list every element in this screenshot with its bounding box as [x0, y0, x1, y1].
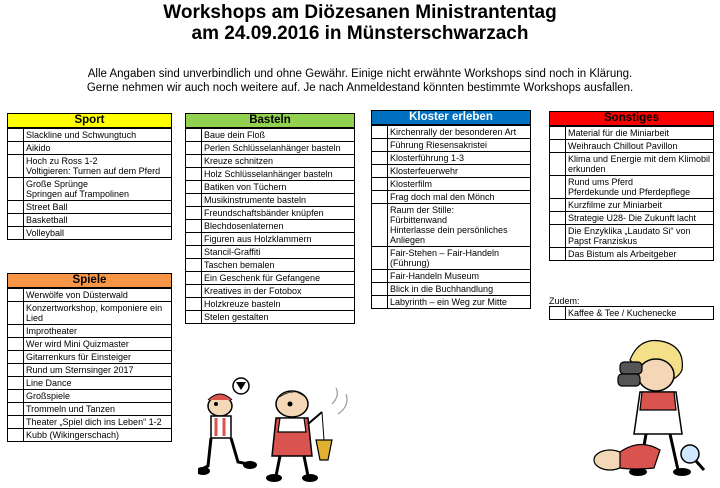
- checkbox-cell: [8, 338, 24, 351]
- checkbox-cell: [186, 207, 202, 220]
- basteln-item-label: Holz Schlüsselanhänger basteln: [202, 168, 355, 181]
- sonstiges-item-row: [550, 140, 714, 153]
- spiele-item-row: [8, 364, 172, 377]
- checkbox-cell: [186, 298, 202, 311]
- basteln-item-row: [186, 129, 355, 142]
- kloster-item-label: Fair-Stehen – Fair-Handeln (Führung): [388, 247, 531, 270]
- page-subtitle: am 24.09.2016 in Münsterschwarzach: [191, 23, 529, 44]
- basteln-item-label: Stancil-Graffiti: [202, 246, 355, 259]
- checkbox-cell: [372, 178, 388, 191]
- zudem-label: Zudem:: [549, 296, 580, 306]
- spiele-item-label: Trommeln und Tanzen: [24, 403, 172, 416]
- sonstiges-header: Sonstiges: [549, 111, 714, 126]
- sonstiges-item-row: [550, 176, 714, 199]
- checkbox-cell: [550, 127, 566, 140]
- basteln-item-row: [186, 246, 355, 259]
- basteln-item-row: [186, 220, 355, 233]
- basteln-item-label: Freundschaftsbänder knüpfen: [202, 207, 355, 220]
- checkbox-cell: [8, 403, 24, 416]
- checkbox-cell: [8, 302, 24, 325]
- checkbox-cell: [186, 194, 202, 207]
- page-title: Workshops am Diözesanen Ministrantentag: [163, 2, 557, 23]
- spiele-table: [7, 288, 172, 442]
- sonstiges-item-row: [550, 127, 714, 140]
- spiele-item-row: [8, 377, 172, 390]
- sonstiges-item-row: [550, 199, 714, 212]
- checkbox-cell: [186, 142, 202, 155]
- sport-item-row: [8, 201, 172, 214]
- checkbox-cell: [186, 259, 202, 272]
- checkbox-cell: [186, 246, 202, 259]
- spiele-section: [7, 273, 172, 442]
- sport-item-label: Aikido: [24, 142, 172, 155]
- kloster-item-label: Raum der Stille: Fürbittenwand Hinterlasse dein persönliches Anliegen: [388, 204, 531, 247]
- checkbox-cell: [8, 155, 24, 178]
- checkbox-cell: [186, 285, 202, 298]
- spiele-item-row: [8, 302, 172, 325]
- checkbox-cell: [186, 155, 202, 168]
- kloster-item-label: Labyrinth – ein Weg zur Mitte: [388, 296, 531, 309]
- sport-item-label: Hoch zu Ross 1-2 Voltigieren: Turnen auf dem Pferd: [24, 155, 172, 178]
- sport-item-label: Street Ball: [24, 201, 172, 214]
- checkbox-cell: [372, 204, 388, 247]
- basteln-section: [185, 113, 355, 324]
- altar-server-illustration: [262, 384, 357, 484]
- basteln-item-label: Figuren aus Holzklammern: [202, 233, 355, 246]
- explorer-binoculars-illustration: [590, 330, 715, 485]
- sport-table: [7, 128, 172, 240]
- sonstiges-item-row: [550, 153, 714, 176]
- zudem-item-row: [550, 307, 714, 320]
- checkbox-cell: [8, 416, 24, 429]
- disclaimer-line-2: Gerne nehmen wir auch noch weitere auf. Je nach Anmeldestand könnten bestimmte Workshops ausfallen.: [86, 82, 634, 94]
- spiele-item-label: Kubb (Wikingerschach): [24, 429, 172, 442]
- checkbox-cell: [8, 142, 24, 155]
- checkbox-cell: [186, 220, 202, 233]
- sonstiges-item-row: [550, 212, 714, 225]
- sport-section: [7, 113, 172, 240]
- sport-item-row: [8, 214, 172, 227]
- checkbox-cell: [372, 139, 388, 152]
- sport-item-row: [8, 178, 172, 201]
- football-player-illustration: [198, 374, 258, 484]
- basteln-item-label: Batiken von Tüchern: [202, 181, 355, 194]
- checkbox-cell: [372, 283, 388, 296]
- checkbox-cell: [186, 272, 202, 285]
- kloster-item-label: Klosterfeuerwehr: [388, 165, 531, 178]
- sport-item-row: [8, 129, 172, 142]
- checkbox-cell: [372, 247, 388, 270]
- sonstiges-item-label: Weihrauch Chillout Pavillon: [566, 140, 714, 153]
- spiele-item-label: Rund um Sternsinger 2017: [24, 364, 172, 377]
- basteln-item-row: [186, 272, 355, 285]
- basteln-header: Basteln: [185, 113, 355, 128]
- basteln-item-row: [186, 259, 355, 272]
- basteln-item-label: Blechdosenlaternen: [202, 220, 355, 233]
- checkbox-cell: [372, 126, 388, 139]
- basteln-item-row: [186, 207, 355, 220]
- basteln-item-row: [186, 142, 355, 155]
- checkbox-cell: [372, 270, 388, 283]
- kloster-item-row: [372, 139, 531, 152]
- checkbox-cell: [186, 168, 202, 181]
- sport-item-label: Basketball: [24, 214, 172, 227]
- basteln-item-row: [186, 181, 355, 194]
- basteln-item-row: [186, 298, 355, 311]
- kloster-item-row: [372, 270, 531, 283]
- sport-item-row: [8, 155, 172, 178]
- checkbox-cell: [186, 233, 202, 246]
- sport-item-label: Volleyball: [24, 227, 172, 240]
- checkbox-cell: [372, 165, 388, 178]
- checkbox-cell: [550, 199, 566, 212]
- sonstiges-item-label: Material für die Miniarbeit: [566, 127, 714, 140]
- spiele-item-row: [8, 390, 172, 403]
- checkbox-cell: [550, 248, 566, 261]
- kloster-item-label: Führung Riesensakristei: [388, 139, 531, 152]
- kloster-item-row: [372, 191, 531, 204]
- spiele-item-label: Wer wird Mini Quizmaster: [24, 338, 172, 351]
- sonstiges-item-label: Rund ums Pferd Pferdekunde und Pferdepflege: [566, 176, 714, 199]
- spiele-item-row: [8, 429, 172, 442]
- basteln-item-row: [186, 233, 355, 246]
- spiele-item-label: Theater „Spiel dich ins Leben“ 1-2: [24, 416, 172, 429]
- kloster-item-label: Fair-Handeln Museum: [388, 270, 531, 283]
- checkbox-cell: [8, 390, 24, 403]
- checkbox-cell: [550, 140, 566, 153]
- sonstiges-item-row: [550, 225, 714, 248]
- spiele-item-row: [8, 403, 172, 416]
- spiele-item-label: Gitarrenkurs für Einsteiger: [24, 351, 172, 364]
- basteln-item-label: Ein Geschenk für Gefangene: [202, 272, 355, 285]
- basteln-item-row: [186, 194, 355, 207]
- basteln-item-row: [186, 285, 355, 298]
- zudem-item-label: Kaffee & Tee / Kuchenecke: [566, 307, 714, 320]
- checkbox-cell: [550, 307, 566, 320]
- checkbox-cell: [8, 429, 24, 442]
- kloster-item-row: [372, 178, 531, 191]
- checkbox-cell: [372, 152, 388, 165]
- sonstiges-item-label: Strategie U28- Die Zukunft lacht: [566, 212, 714, 225]
- checkbox-cell: [186, 129, 202, 142]
- basteln-item-row: [186, 168, 355, 181]
- sport-item-row: [8, 142, 172, 155]
- basteln-item-label: Kreatives in der Fotobox: [202, 285, 355, 298]
- basteln-item-label: Baue dein Floß: [202, 129, 355, 142]
- kloster-table: [371, 125, 531, 309]
- spiele-header: Spiele: [7, 273, 172, 288]
- spiele-item-label: Line Dance: [24, 377, 172, 390]
- spiele-item-label: Improtheater: [24, 325, 172, 338]
- zudem-table: [549, 306, 714, 320]
- spiele-item-label: Konzertworkshop, komponiere ein Lied: [24, 302, 172, 325]
- checkbox-cell: [8, 351, 24, 364]
- checkbox-cell: [550, 225, 566, 248]
- kloster-item-row: [372, 152, 531, 165]
- basteln-item-label: Perlen Schlüsselanhänger basteln: [202, 142, 355, 155]
- sport-item-label: Große Sprünge Springen auf Trampolinen: [24, 178, 172, 201]
- sonstiges-table: [549, 126, 714, 261]
- kloster-item-row: [372, 296, 531, 309]
- kloster-item-row: [372, 126, 531, 139]
- kloster-item-label: Frag doch mal den Mönch: [388, 191, 531, 204]
- spiele-item-row: [8, 289, 172, 302]
- basteln-item-label: Stelen gestalten: [202, 311, 355, 324]
- checkbox-cell: [372, 191, 388, 204]
- sport-header: Sport: [7, 113, 172, 128]
- sonstiges-item-label: Klima und Energie mit dem Klimobil erkunden: [566, 153, 714, 176]
- checkbox-cell: [550, 153, 566, 176]
- sport-item-label: Slackline und Schwungtuch: [24, 129, 172, 142]
- kloster-item-label: Blick in die Buchhandlung: [388, 283, 531, 296]
- checkbox-cell: [8, 364, 24, 377]
- spiele-item-row: [8, 325, 172, 338]
- kloster-item-label: Kirchenrally der besonderen Art: [388, 126, 531, 139]
- basteln-item-label: Kreuze schnitzen: [202, 155, 355, 168]
- kloster-header: Kloster erleben: [371, 110, 531, 125]
- sonstiges-item-label: Das Bistum als Arbeitgeber: [566, 248, 714, 261]
- spiele-item-row: [8, 416, 172, 429]
- basteln-item-row: [186, 311, 355, 324]
- spiele-item-label: Werwölfe von Düsterwald: [24, 289, 172, 302]
- spiele-item-label: Großspiele: [24, 390, 172, 403]
- basteln-table: [185, 128, 355, 324]
- kloster-item-label: Klosterfilm: [388, 178, 531, 191]
- checkbox-cell: [550, 176, 566, 199]
- spiele-item-row: [8, 338, 172, 351]
- sonstiges-item-label: Die Enzyklika „Laudato Si“ von Papst Franziskus: [566, 225, 714, 248]
- checkbox-cell: [8, 201, 24, 214]
- checkbox-cell: [8, 178, 24, 201]
- kloster-item-label: Klosterführung 1-3: [388, 152, 531, 165]
- zudem-section: [549, 306, 714, 320]
- checkbox-cell: [8, 214, 24, 227]
- sonstiges-section: [549, 111, 714, 261]
- sport-item-row: [8, 227, 172, 240]
- spiele-item-row: [8, 351, 172, 364]
- kloster-item-row: [372, 204, 531, 247]
- disclaimer-line-1: Alle Angaben sind unverbindlich und ohne Gewähr. Einige nicht erwähnte Workshops sind noch in Klärung.: [87, 68, 633, 80]
- kloster-section: [371, 110, 531, 309]
- basteln-item-label: Holzkreuze basteln: [202, 298, 355, 311]
- basteln-item-row: [186, 155, 355, 168]
- checkbox-cell: [8, 227, 24, 240]
- checkbox-cell: [8, 289, 24, 302]
- checkbox-cell: [186, 311, 202, 324]
- sonstiges-item-label: Kurzfilme zur Miniarbeit: [566, 199, 714, 212]
- checkbox-cell: [186, 181, 202, 194]
- checkbox-cell: [8, 129, 24, 142]
- kloster-item-row: [372, 247, 531, 270]
- checkbox-cell: [8, 377, 24, 390]
- checkbox-cell: [372, 296, 388, 309]
- sonstiges-item-row: [550, 248, 714, 261]
- checkbox-cell: [550, 212, 566, 225]
- basteln-item-label: Taschen bemalen: [202, 259, 355, 272]
- kloster-item-row: [372, 165, 531, 178]
- kloster-item-row: [372, 283, 531, 296]
- basteln-item-label: Musikinstrumente basteln: [202, 194, 355, 207]
- checkbox-cell: [8, 325, 24, 338]
